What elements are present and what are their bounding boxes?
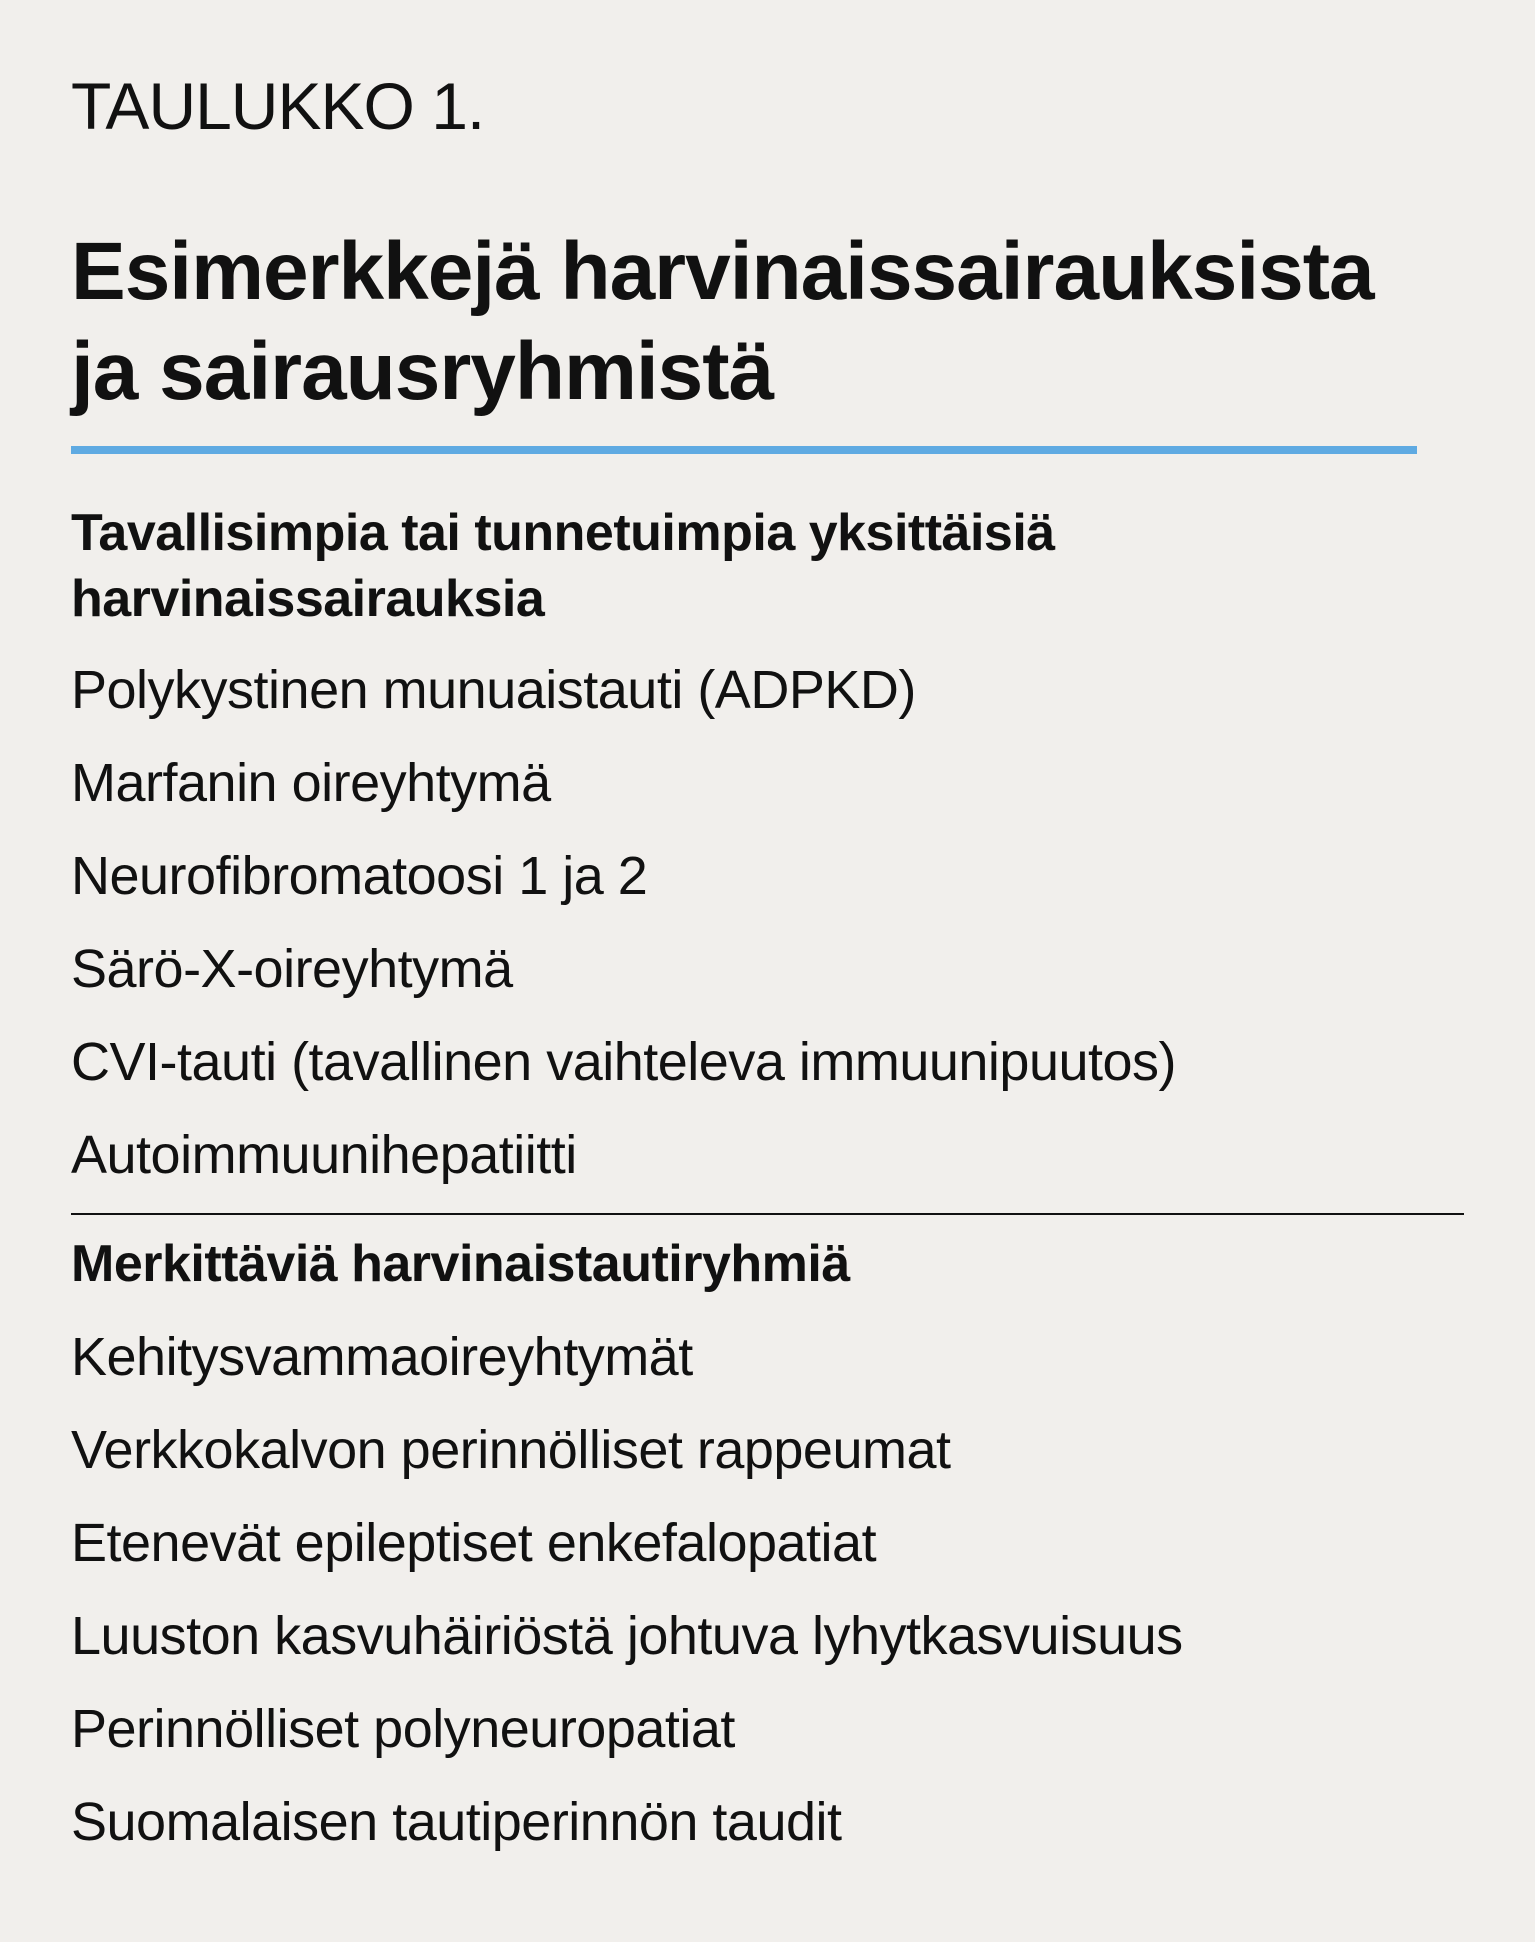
- list-item: Suomalaisen tautiperinnön taudit: [71, 1792, 842, 1852]
- list-item: Särö-X-oireyhtymä: [71, 939, 513, 999]
- list-item: Verkkokalvon perinnölliset rappeumat: [71, 1420, 951, 1480]
- table-label: TAULUKKO 1.: [71, 69, 485, 143]
- list-item: Marfanin oireyhtymä: [71, 753, 551, 813]
- list-item: Autoimmuunihepatiitti: [71, 1125, 577, 1185]
- section-1-heading-line-1: Tavallisimpia tai tunnetuimpia yksittäisiä: [71, 504, 1055, 562]
- section-divider: [71, 1213, 1464, 1215]
- list-item: Luuston kasvuhäiriöstä johtuva lyhytkasvuisuus: [71, 1606, 1183, 1666]
- list-item: Kehitysvammaoireyhtymät: [71, 1327, 693, 1387]
- section-1-heading: [71, 500, 1055, 632]
- table-title-line-1: Esimerkkejä harvinaissairauksista: [71, 226, 1374, 317]
- list-item: Perinnölliset polyneuropatiat: [71, 1699, 735, 1759]
- section-1-heading-line-2: harvinaissairauksia: [71, 570, 545, 628]
- section-2-list: [71, 1324, 1183, 1882]
- list-item: Neurofibromatoosi 1 ja 2: [71, 846, 648, 906]
- list-item: Etenevät epileptiset enkefalopatiat: [71, 1513, 877, 1573]
- table-title-line-2: ja sairausryhmistä: [71, 326, 774, 417]
- title-accent-rule: [71, 446, 1417, 454]
- section-2-heading: [71, 1231, 850, 1297]
- list-item: Polykystinen munuaistauti (ADPKD): [71, 660, 916, 720]
- section-2-heading-text: Merkittäviä harvinaistautiryhmiä: [71, 1235, 850, 1293]
- table-title: [71, 222, 1471, 422]
- list-item: CVI-tauti (tavallinen vaihteleva immuunipuutos): [71, 1032, 1177, 1092]
- section-1-list: [71, 657, 1176, 1215]
